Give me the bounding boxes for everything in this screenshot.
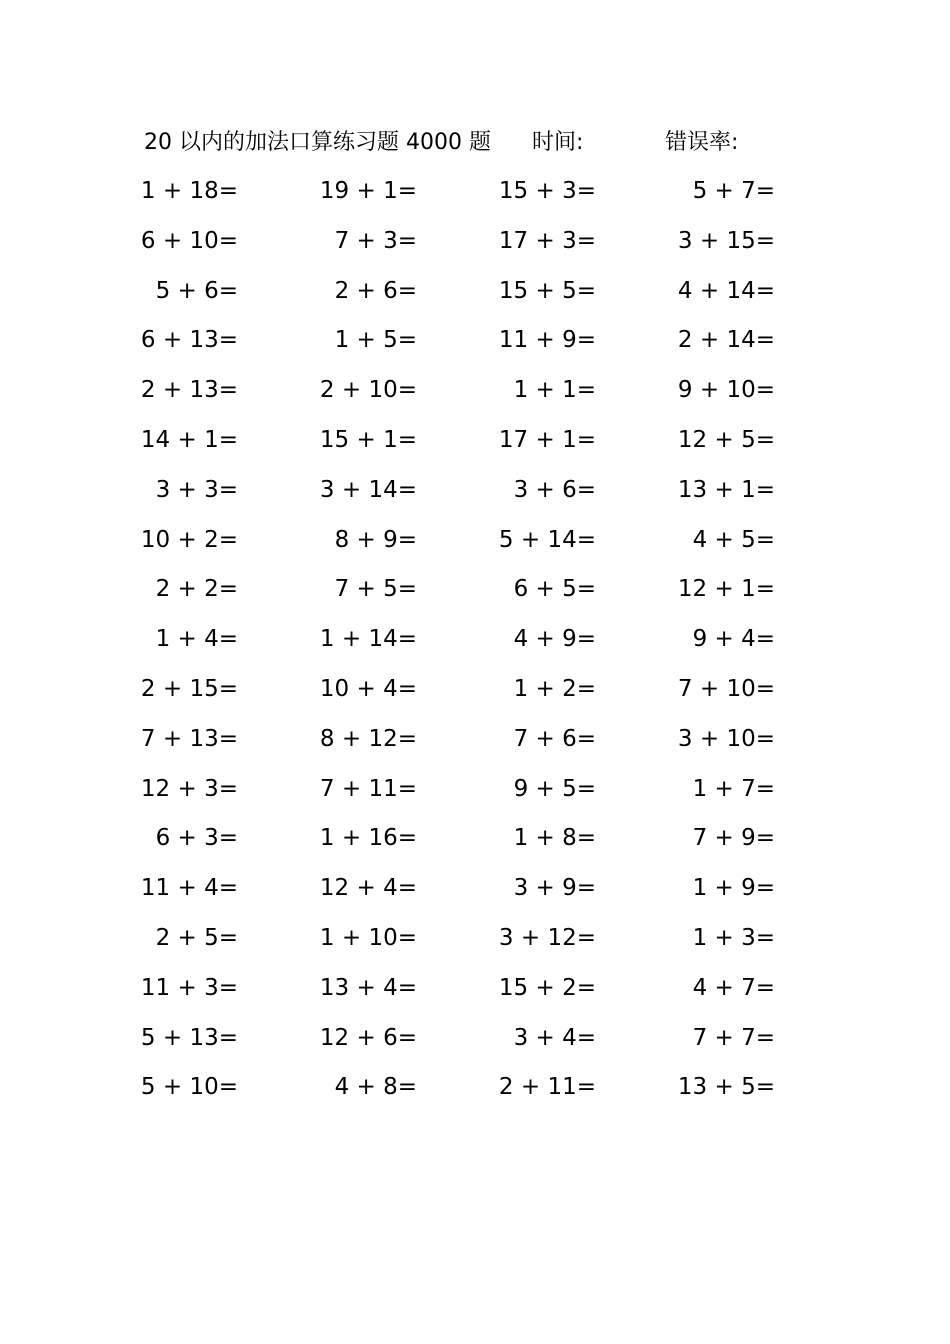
problem-item: 2 + 10=	[319, 377, 417, 404]
problem-item: 3 + 10=	[677, 725, 775, 752]
problem-row	[0, 1068, 950, 1118]
problem-item: 11 + 4=	[140, 875, 238, 902]
problem-item: 2 + 15=	[140, 675, 238, 702]
problem-item: 13 + 1=	[677, 476, 775, 503]
problem-item: 15 + 5=	[498, 277, 596, 304]
worksheet-header	[0, 126, 950, 160]
problem-item: 3 + 3=	[155, 476, 238, 503]
problem-row	[0, 272, 950, 322]
problem-item: 10 + 4=	[319, 675, 417, 702]
problem-item: 7 + 5=	[334, 576, 417, 603]
problem-item: 11 + 9=	[498, 327, 596, 354]
problem-item: 4 + 7=	[692, 974, 775, 1001]
problem-item: 1 + 16=	[319, 825, 417, 852]
problem-row	[0, 172, 950, 222]
problem-item: 6 + 13=	[140, 327, 238, 354]
worksheet-title: 20 以内的加法口算练习题 4000 题	[144, 130, 491, 155]
problem-item: 1 + 8=	[513, 825, 596, 852]
problem-item: 1 + 4=	[155, 626, 238, 653]
problem-item: 12 + 1=	[677, 576, 775, 603]
problem-item: 9 + 10=	[677, 377, 775, 404]
problem-row	[0, 670, 950, 720]
problem-item: 12 + 6=	[319, 1024, 417, 1051]
problem-item: 5 + 13=	[140, 1024, 238, 1051]
problem-row	[0, 371, 950, 421]
problem-item: 11 + 3=	[140, 974, 238, 1001]
problem-item: 6 + 5=	[513, 576, 596, 603]
problem-item: 7 + 6=	[513, 725, 596, 752]
problem-item: 2 + 14=	[677, 327, 775, 354]
problem-item: 6 + 10=	[140, 227, 238, 254]
problem-item: 4 + 5=	[692, 526, 775, 553]
problem-item: 5 + 14=	[498, 526, 596, 553]
problem-item: 12 + 4=	[319, 875, 417, 902]
problem-item: 3 + 14=	[319, 476, 417, 503]
problem-item: 5 + 7=	[692, 178, 775, 204]
problem-row	[0, 720, 950, 770]
problem-item: 3 + 9=	[513, 875, 596, 902]
problem-item: 19 + 1=	[319, 178, 417, 204]
time-label: 时间:	[532, 130, 584, 155]
problem-row	[0, 819, 950, 869]
problem-item: 1 + 3=	[692, 924, 775, 951]
problem-item: 13 + 5=	[677, 1074, 775, 1101]
problem-item: 3 + 4=	[513, 1024, 596, 1051]
problem-item: 1 + 2=	[513, 675, 596, 702]
problem-item: 2 + 6=	[334, 277, 417, 304]
problem-item: 5 + 6=	[155, 277, 238, 304]
problem-item: 13 + 4=	[319, 974, 417, 1001]
problem-row	[0, 321, 950, 371]
problem-item: 9 + 5=	[513, 775, 596, 802]
problem-item: 12 + 3=	[140, 775, 238, 802]
problem-row	[0, 869, 950, 919]
problem-item: 15 + 3=	[498, 178, 596, 204]
problem-item: 5 + 10=	[140, 1074, 238, 1101]
problem-item: 9 + 4=	[692, 626, 775, 653]
problem-item: 3 + 6=	[513, 476, 596, 503]
problem-item: 15 + 1=	[319, 426, 417, 453]
problem-row	[0, 521, 950, 571]
problem-item: 1 + 1=	[513, 377, 596, 404]
problem-row	[0, 919, 950, 969]
problem-row	[0, 570, 950, 620]
problem-item: 2 + 11=	[498, 1074, 596, 1101]
problem-item: 2 + 13=	[140, 377, 238, 404]
problem-item: 3 + 15=	[677, 227, 775, 254]
problem-item: 1 + 9=	[692, 875, 775, 902]
problem-item: 8 + 9=	[334, 526, 417, 553]
problem-item: 1 + 5=	[334, 327, 417, 354]
problem-item: 15 + 2=	[498, 974, 596, 1001]
problem-item: 8 + 12=	[319, 725, 417, 752]
problem-item: 4 + 14=	[677, 277, 775, 304]
problem-item: 10 + 2=	[140, 526, 238, 553]
problem-item: 1 + 10=	[319, 924, 417, 951]
problem-item: 4 + 8=	[334, 1074, 417, 1101]
problem-item: 1 + 14=	[319, 626, 417, 653]
problem-row	[0, 969, 950, 1019]
problem-item: 12 + 5=	[677, 426, 775, 453]
problem-item: 4 + 9=	[513, 626, 596, 653]
problem-item: 17 + 1=	[498, 426, 596, 453]
problem-item: 7 + 9=	[692, 825, 775, 852]
problem-item: 7 + 10=	[677, 675, 775, 702]
error-rate-label: 错误率:	[665, 130, 739, 155]
problem-row	[0, 421, 950, 471]
problem-item: 7 + 7=	[692, 1024, 775, 1051]
problem-grid	[0, 172, 950, 1118]
problem-row	[0, 1019, 950, 1069]
problem-item: 2 + 5=	[155, 924, 238, 951]
problem-row	[0, 770, 950, 820]
problem-item: 1 + 18=	[140, 178, 238, 204]
problem-item: 2 + 2=	[155, 576, 238, 603]
problem-item: 1 + 7=	[692, 775, 775, 802]
problem-row	[0, 222, 950, 272]
problem-item: 7 + 3=	[334, 227, 417, 254]
problem-item: 6 + 3=	[155, 825, 238, 852]
problem-row	[0, 620, 950, 670]
problem-row	[0, 471, 950, 521]
problem-item: 7 + 11=	[319, 775, 417, 802]
problem-item: 7 + 13=	[140, 725, 238, 752]
problem-item: 14 + 1=	[140, 426, 238, 453]
problem-item: 17 + 3=	[498, 227, 596, 254]
problem-item: 3 + 12=	[498, 924, 596, 951]
